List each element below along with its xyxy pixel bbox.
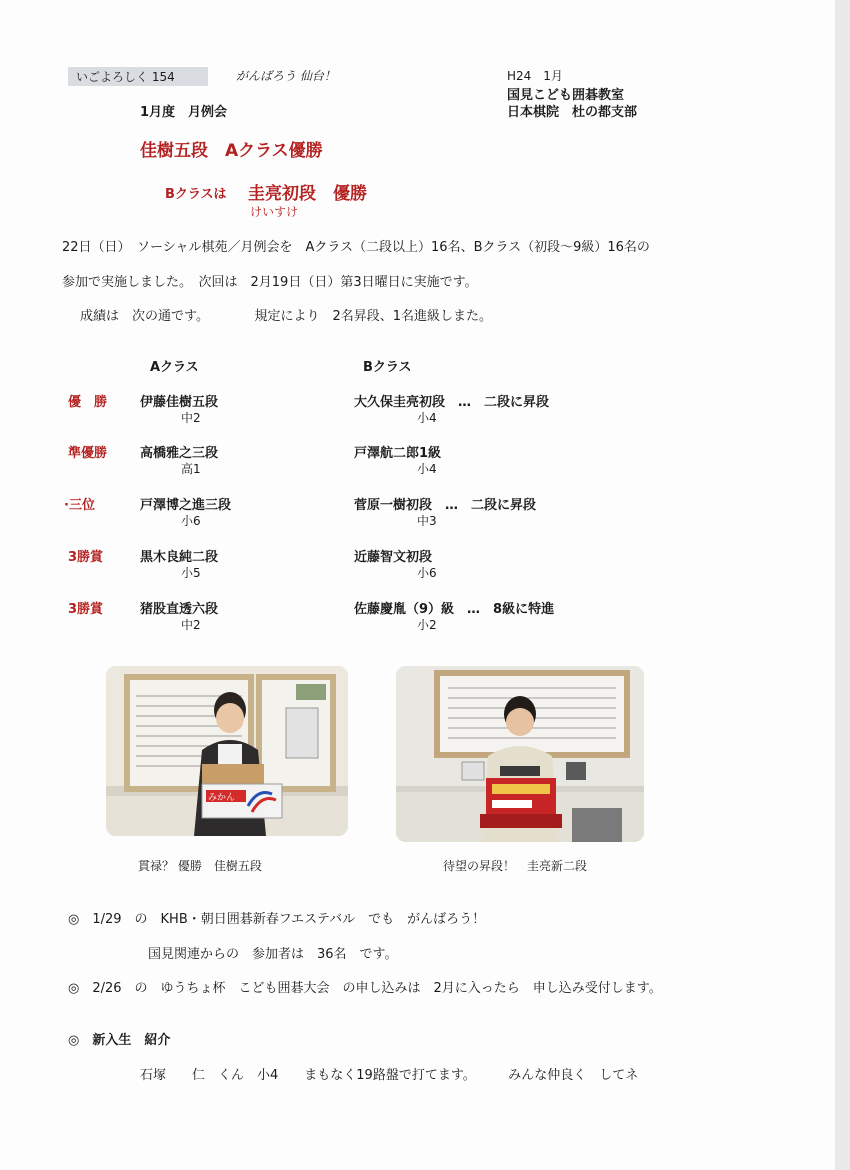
- a-class-name: 高橋雅之三段: [140, 446, 219, 461]
- date: H24 1月: [507, 69, 563, 83]
- a-class-name: 猪股直透六段: [140, 602, 219, 617]
- headline-b-name: 圭亮初段 優勝: [248, 184, 367, 204]
- a-class-grade: 中2: [181, 411, 201, 425]
- rank-label: 優 勝: [68, 395, 108, 410]
- b-class-grade: 小4: [417, 411, 437, 425]
- b-class-name: 大久保圭亮初段 … 二段に昇段: [354, 395, 550, 410]
- b-class-grade: 小6: [417, 566, 437, 580]
- b-class-name: 近藤智文初段: [354, 550, 433, 565]
- org-line-2: 日本棋院 杜の都支部: [507, 105, 638, 120]
- photo-caption-right: 待望の昇段！ 圭亮新二段: [443, 859, 588, 873]
- new-student-detail: 石塚 仁 くん 小4 まもなく19路盤で打てます。 みんな仲良く してネ: [140, 1068, 639, 1083]
- photo-winner-b: [396, 666, 644, 842]
- a-class-grade: 中2: [181, 618, 201, 632]
- a-class-name: 黒木良純二段: [140, 550, 219, 565]
- b-class-name: 佐藤慶胤（9）級 … 8級に特進: [354, 602, 555, 617]
- photo-caption-left: 貫禄？ 優勝 佳樹五段: [138, 859, 262, 873]
- b-class-grade: 小2: [417, 618, 437, 632]
- b-class-name: 菅原一樹初段 … 二段に昇段: [354, 498, 537, 513]
- slogan: がんばろう 仙台！: [236, 69, 336, 83]
- notice-new-student-heading: ◎ 新入生 紹介: [68, 1033, 171, 1048]
- a-class-grade: 小5: [181, 566, 201, 580]
- photo-winner-a: [106, 666, 348, 836]
- headline-b-reading: けいすけ: [250, 205, 299, 219]
- rank-label: ·三位: [64, 498, 95, 513]
- results-header-b: Bクラス: [363, 360, 412, 375]
- rank-label: 3勝賞: [68, 602, 104, 617]
- event-title: 1月度 月例会: [140, 105, 228, 120]
- headline-a: 佳樹五段 Aクラス優勝: [140, 141, 323, 161]
- b-class-name: 戸澤航二郎1級: [354, 446, 442, 461]
- headline-b-prefix: Bクラスは: [165, 187, 227, 202]
- notice-festival-participants: 国見関連からの 参加者は 36名 です。: [148, 947, 398, 962]
- a-class-name: 戸澤博之進三段: [140, 498, 232, 513]
- org-line-1: 国見こども囲碁教室: [507, 88, 625, 103]
- series-tag: いごよろしく 154: [68, 67, 208, 86]
- b-class-grade: 中3: [417, 514, 437, 528]
- body-line-3: 成績は 次の通です。 規定により 2名昇段、1名進級しまた。: [80, 309, 493, 324]
- results-header-a: Aクラス: [150, 360, 199, 375]
- a-class-name: 伊藤佳樹五段: [140, 395, 219, 410]
- a-class-grade: 高1: [181, 462, 201, 476]
- b-class-grade: 小4: [417, 462, 437, 476]
- body-line-2: 参加で実施しました。 次回は 2月19日（日）第3日曜日に実施です。: [62, 275, 478, 290]
- rank-label: 3勝賞: [68, 550, 104, 565]
- box-label: みかん: [208, 793, 236, 803]
- body-line-1: 22日（日） ソーシャル棋苑／月例会を Aクラス（二段以上）16名、Bクラス（初段～9級）16名の: [62, 240, 650, 255]
- notice-festival: ◎ 1/29 の KHB・朝日囲碁新春フエステバル でも がんばろう！: [68, 912, 486, 927]
- notice-yucho-cup: ◎ 2/26 の ゆうちょ杯 こども囲碁大会 の申し込みは 2月に入ったら 申し込み受付します。: [68, 981, 662, 996]
- rank-label: 準優勝: [68, 446, 108, 461]
- a-class-grade: 小6: [181, 514, 201, 528]
